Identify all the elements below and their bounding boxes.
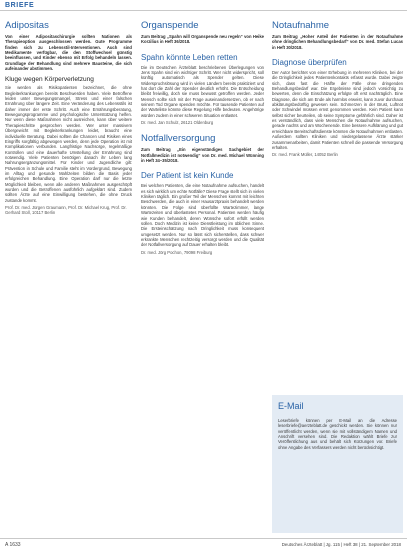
- article-credit: Dr. med. Frank Müller, 14052 Berlin: [272, 152, 338, 158]
- footer-divider: [0, 538, 407, 539]
- header-divider: [0, 10, 407, 11]
- article-title: Organspende: [141, 20, 199, 31]
- article-credit: Dr. med. Jan Schulz, 26121 Oldenburg: [141, 120, 214, 126]
- article-title: Notfallversorgung: [141, 133, 216, 145]
- article-body: Der Autor berichtet von einer Erhebung in mehreren Kliniken, bei der die Dringlichkeit jedes Patientenkontakts erfasst wurde. Dabei zeigte sich, dass fast die Hälfte der Fälle ohne dringenden Behandlungsbedarf war. Die Ergebnisse sind jedoch vorsichtig zu bewerten, denn die Einschätzung erfolgte oft erst nachträglich. Eine Diagnose, die sich am Ende als harmlos erweist, kann zuvor durchaus abklärungsbedürftig gewesen sein. Schmerzen in der Brust, Luftnot oder Schwindel müssen ernst genommen werden. Kein Patient kann selbst sicher beurteilen, ob seine Symptome gefährlich sind. Daher ist es verständlich, dass viele Menschen die Notaufnahme aufsuchen, gerade nachts und am Wochenende. Eine bessere Aufklärung und gut erreichbare Bereitschaftsdienste könnten die Notaufnahmen entlasten. Außerdem sollten Kliniken und niedergelassene Ärzte stärker zusammenarbeiten, damit Patienten schnell die passende Versorgung erhalten.: [272, 70, 403, 150]
- email-info-box: [272, 395, 403, 533]
- article-body: Sie werden als Risikopatienten bezeichnet, die ohne Begleiterkrankungen bereits Beschwerden haben. Viele Betroffene leiden unter Bewegungsmangel, Stress und einer falschen Ernährung über längere Zeit. Eine Veränderung des Lebensstils ist daher immer der erste Schritt. Auch eine Ernährungsberatung, Bewegungsprogramme und psychologische Unterstützung helfen. Nur wenn diese Maßnahmen nicht ausreichen, kann über weitere Therapieschritte gesprochen werden. Wer unter massivem Übergewicht mit Begleiterkrankungen leidet, braucht eine individuelle Beratung. Dabei sollten die Chancen und Risiken eines Eingriffs sorgfältig abgewogen werden, denn jede Operation ist mit Komplikationen verbunden. Langfristige Nachsorge, regelmäßige Kontrollen und eine dauerhafte Umstellung der Ernährung sind notwendig. Viele Patienten benötigen danach ihr Leben lang Nahrungsergänzungsmittel. Für Kinder und Jugendliche gilt: Prävention in Schule und Familie steht im Vordergrund, Bewegung im Alltag und gesunde Mahlzeiten bilden die Basis jeder erfolgreichen Behandlung. Eine Operation darf nur die letzte Möglichkeit bleiben, wenn alle anderen Maßnahmen ausgeschöpft wurden und die Betroffenen ausführlich aufgeklärt sind. Zudem sollten Ärzte auf eine Einwilligung bestehen, die ohne Druck zustande kommt.: [5, 85, 132, 203]
- email-box-text: Leserbriefe können per E-Mail an die Adresse leserbriefe@aerzteblatt.de geschickt werden. Sie können nur veröffentlicht werden, wenn sie mit vollständigem Namen und Anschrift versehen sind. Die Redaktion wählt Briefe zur Veröffentlichung aus und behält sich Kürzungen vor. Briefe ohne Angabe des Verfassers werden nicht berücksichtigt.: [278, 418, 397, 450]
- column-adipositas: [5, 20, 132, 216]
- article-subtitle: Diagnose überprüfen: [272, 58, 347, 68]
- page-number: A 1633: [5, 542, 21, 548]
- article-lead: Zum Beitrag „Hoher Anteil der Patienten in der Notaufnahme ohne dringlichen Behandlungsbedarf“ von Dr. med. Stefan Lucas in Heft 30/2018.: [272, 34, 403, 50]
- article-lead: Zum Beitrag „Ein eigenständiges Sachgebiet der Notfallmedizin ist notwendig“ von Dr. med. Michael Wünning in Heft 34–35/2018.: [141, 147, 264, 164]
- article-subtitle: Kluge wegen Körperverletzung: [5, 76, 94, 84]
- journal-citation: Deutsches Ärzteblatt | Jg. 115 | Heft 38 | 21. September 2018: [281, 542, 401, 547]
- column-notaufnahme: [272, 20, 403, 157]
- article-title: Adipositas: [5, 20, 49, 31]
- article-lead: Zum Beitrag „Spahn will Organspende neu regeln“ von Heike Korzilius in Heft 36/2018.: [141, 34, 264, 45]
- email-box-title: E-Mail: [278, 401, 304, 411]
- article-body: Bei welchen Patienten, die eine Notaufnahme aufsuchen, handelt es sich wirklich um echte Notfälle? Diese Frage stellt sich in vielen Kliniken täglich. Ein großer Teil der Menschen kommt mit leichten Beschwerden, die auch in einer Hausarztpraxis behandelt werden könnten. Die Folge sind überfüllte Wartezimmer, lange Wartezeiten und überlastetes Personal. Patienten werden häufig wie Kunden behandelt, deren Wünsche sofort erfüllt werden sollen. Doch Medizin ist keine Dienstleistung im üblichen Sinne. Die Ersteinschätzung nach Dringlichkeit muss konsequent umgesetzt werden. Nur so lässt sich sicherstellen, dass schwer erkrankte Menschen rechtzeitig versorgt werden und die Qualität der Notfallversorgung auf Dauer erhalten bleibt.: [141, 183, 264, 248]
- article-credit: Prof. Dr. med. Jürgen Graumann, Prof. Dr. Michael Krug, Prof. Dr. Gerhard Stoll, 10117 Berlin: [5, 204, 127, 216]
- article-subtitle: Der Patient ist kein Kunde: [141, 171, 234, 181]
- section-label: BRIEFE: [5, 2, 35, 9]
- article-body: Die im Deutschen Ärzteblatt beschriebenen Überlegungen von Jens Spahn sind ein wichtiger Schritt. Wer nicht widerspricht, soll künftig automatisch als Spender gelten. Diese Widerspruchslösung wird in vielen Ländern bereits praktiziert und hat dort die Zahl der Spender deutlich erhöht. Die Entscheidung bleibt freiwillig, doch sie muss bewusst getroffen werden. Jeder Mensch sollte sich mit der Frage auseinandersetzen, ob er nach seinem Tod Organe spenden möchte. Für tausende Patienten auf der Warteliste könnte diese Regelung Hilfe bedeuten. Angehörige würden zudem in einer schweren Situation entlastet.: [141, 64, 264, 118]
- column-organspende: [141, 20, 264, 255]
- article-lead: Von einer Adipositaschirurgie sollten Nationen als Therapieoption ausgeschlossen werden. Gute Programme finden sich zu Lebensstil-Interventionen. Auch sind Medikamente verfügbar, die den Stoffwechsel günstig beeinflussen, und Kinder ebenso mit Erfolg behandeln lassen. Grundlage der Behandlung sind mehrere Bausteine, die sich aufeinander abstimmen.: [5, 34, 132, 72]
- article-credit: Dr. med. Jörg Pochon, 79098 Freiburg: [141, 249, 213, 255]
- article-title: Notaufnahme: [272, 20, 330, 31]
- article-subtitle: Spahn könnte Leben retten: [141, 52, 238, 62]
